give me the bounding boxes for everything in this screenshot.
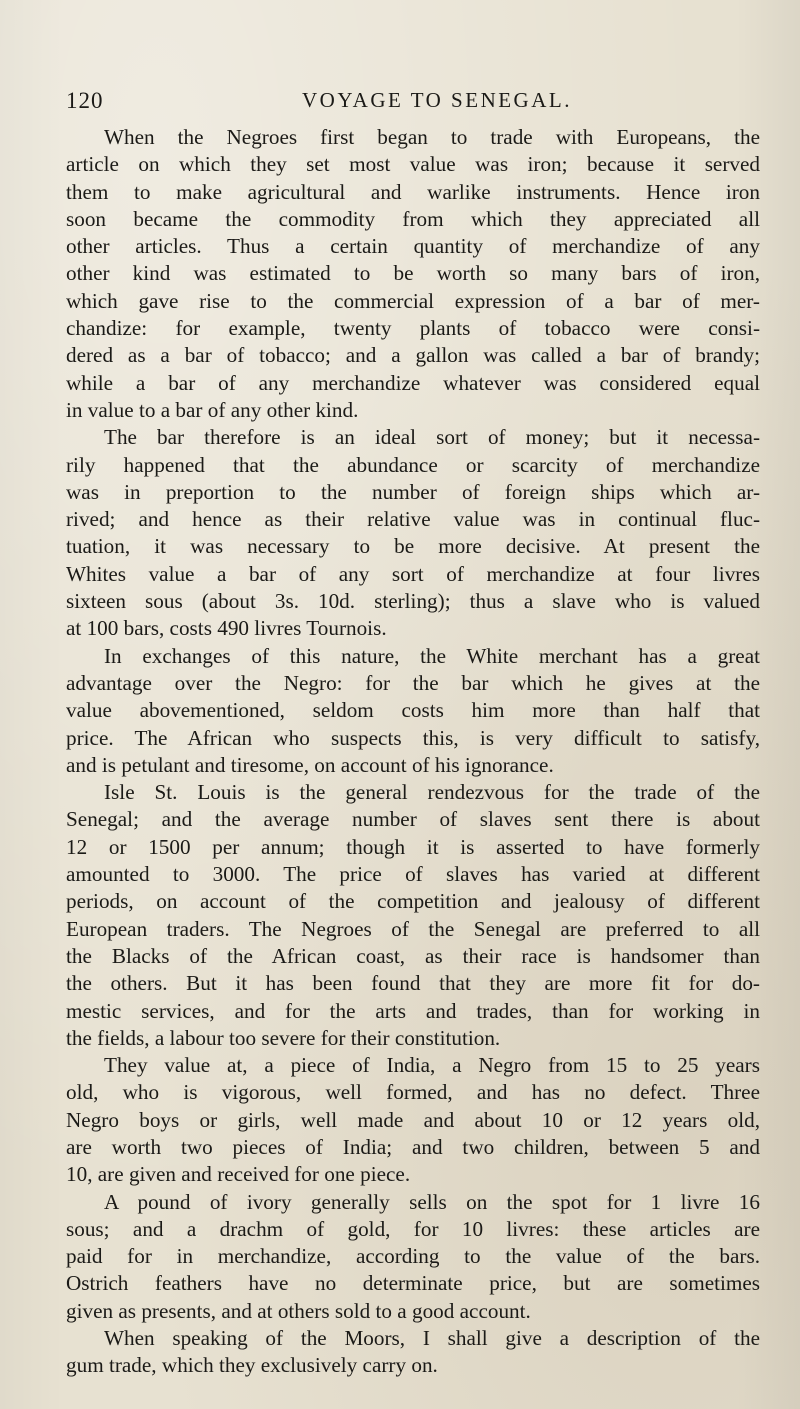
text-line: When speaking of the Moors, I shall give a description of the	[104, 1326, 760, 1351]
text-line: given as presents, and at others sold to a good account.	[66, 1298, 531, 1323]
text-line: When the Negroes first began to trade with Europeans, the	[104, 125, 760, 149]
text-line: in value to a bar of any other kind.	[66, 397, 359, 422]
text-line: rily happened that the abundance or scarcity of merchandize	[66, 452, 760, 477]
text-line: chandize: for example, twenty plants of tobacco were consi-	[66, 316, 760, 341]
text-line: Isle St. Louis is the general rendezvous for the trade of the	[104, 780, 760, 805]
text-line: and is petulant and tiresome, on account of his ignorance.	[66, 752, 554, 777]
text-line: mestic services, and for the arts and trades, than for working in	[66, 998, 760, 1023]
text-line: sous; and a drachm of gold, for 10 livres: these articles are	[66, 1216, 760, 1241]
text-line: Negro boys or girls, well made and about 10 or 12 years old,	[66, 1107, 760, 1132]
text-line: at 100 bars, costs 490 livres Tournois.	[66, 616, 387, 641]
text-line: advantage over the Negro: for the bar which he gives at the	[66, 670, 760, 695]
text-line: the others. But it has been found that they are more fit for do-	[66, 971, 760, 996]
text-line: while a bar of any merchandize whatever was considered equal	[66, 370, 760, 395]
text-line: the fields, a labour too severe for their constitution.	[66, 1025, 501, 1050]
text-line: In exchanges of this nature, the White merchant has a great	[104, 643, 760, 668]
text-line: 12 or 1500 per annum; though it is asserted to have formerly	[66, 834, 760, 859]
text-line: soon became the commodity from which they appreciated all	[66, 206, 760, 231]
text-line: A pound of ivory generally sells on the spot for 1 livre 16	[104, 1189, 760, 1214]
text-line: Senegal; and the average number of slaves sent there is about	[66, 807, 760, 832]
text-line: The bar therefore is an ideal sort of money; but it necessa-	[104, 425, 760, 450]
text-line: dered as a bar of tobacco; and a gallon was called a bar of brandy;	[66, 343, 760, 368]
text-line: was in preportion to the number of foreign ships which ar-	[66, 479, 760, 504]
page-number: 120	[66, 88, 104, 113]
text-line: periods, on account of the competition and jealousy of different	[66, 889, 760, 914]
running-head	[66, 88, 736, 116]
text-line: article on which they set most value was iron; because it served	[66, 152, 760, 177]
text-line: gum trade, which they exclusively carry on.	[66, 1353, 438, 1378]
text-line: They value at, a piece of India, a Negro from 15 to 25 years	[104, 1053, 760, 1078]
text-line: other kind was estimated to be worth so many bars of iron,	[66, 261, 760, 286]
text-line: them to make agricultural and warlike instruments. Hence iron	[66, 179, 760, 204]
text-line: are worth two pieces of India; and two children, between 5 and	[66, 1134, 760, 1159]
text-line: paid for in merchandize, according to the value of the bars.	[66, 1244, 760, 1269]
text-line: sixteen sous (about 3s. 10d. sterling); thus a slave who is valued	[66, 589, 760, 614]
text-line: Ostrich feathers have no determinate price, but are sometimes	[66, 1271, 760, 1296]
text-line: tuation, it was necessary to be more decisive. At present the	[66, 534, 760, 559]
text-line: price. The African who suspects this, is very difficult to satisfy,	[66, 725, 760, 750]
text-line: 10, are given and received for one piece.	[66, 1162, 411, 1187]
text-line: Whites value a bar of any sort of merchandize at four livres	[66, 561, 760, 586]
text-line: rived; and hence as their relative value was in continual fluc-	[66, 507, 760, 532]
text-line: the Blacks of the African coast, as their race is handsomer than	[66, 943, 760, 968]
text-line: other articles. Thus a certain quantity of merchandize of any	[66, 234, 760, 259]
running-title: VOYAGE TO SENEGAL.	[302, 88, 572, 112]
text-line: European traders. The Negroes of the Senegal are preferred to all	[66, 916, 760, 941]
text-line: old, who is vigorous, well formed, and has no defect. Three	[66, 1080, 760, 1105]
text-line: which gave rise to the commercial expression of a bar of mer-	[66, 288, 760, 313]
text-line: value abovementioned, seldom costs him more than half that	[66, 698, 760, 723]
text-line: amounted to 3000. The price of slaves has varied at different	[66, 862, 760, 887]
body-text	[66, 124, 760, 1380]
